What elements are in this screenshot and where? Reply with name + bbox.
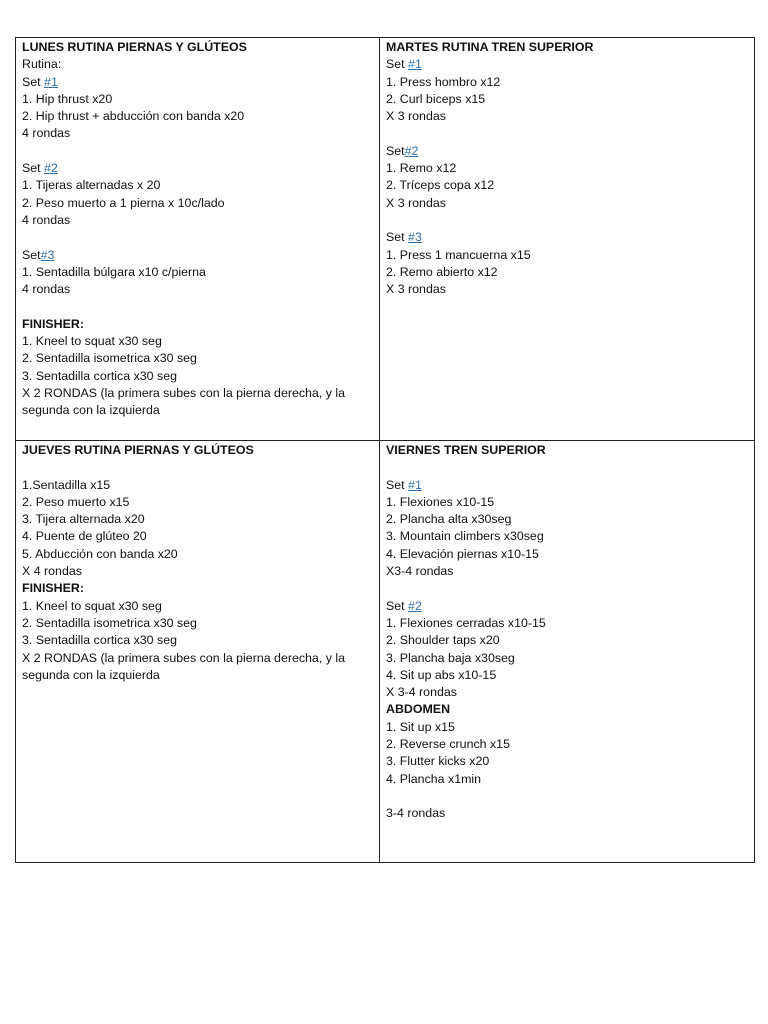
- monday-set1-heading: Set #1: [22, 74, 58, 89]
- list-item: 1. Press hombro x12: [386, 74, 501, 89]
- tuesday-set3-link[interactable]: #3: [408, 230, 422, 245]
- tuesday-set1-link[interactable]: #1: [408, 57, 422, 72]
- list-item: 1. Remo x12: [386, 161, 457, 176]
- routine-table: [15, 37, 755, 863]
- list-item: 1. Flexiones cerradas x10-15: [386, 615, 546, 630]
- list-item: 2. Shoulder taps x20: [386, 633, 500, 648]
- list-item: 2. Tríceps copa x12: [386, 178, 495, 193]
- tuesday-title: MARTES RUTINA TREN SUPERIOR: [386, 40, 594, 54]
- thursday-finisher-note: X 2 RONDAS (la primera subes con la pierna derecha, y la segunda con la izquierda: [22, 650, 345, 682]
- monday-set3-rounds: 4 rondas: [22, 282, 71, 297]
- list-item: 2. Sentadilla isometrica x30 seg: [22, 615, 197, 630]
- list-item: 2. Sentadilla isometrica x30 seg: [22, 351, 197, 366]
- list-item: 3. Mountain climbers x30seg: [386, 529, 544, 544]
- list-item: 1. Flexiones x10-15: [386, 494, 495, 509]
- list-item: 2. Reverse crunch x15: [386, 737, 510, 752]
- list-item: 2. Peso muerto a 1 pierna x 10c/lado: [22, 195, 225, 210]
- list-item: 3. Tijera alternada x20: [22, 512, 145, 527]
- list-item: 1. Kneel to squat x30 seg: [22, 598, 162, 613]
- list-item: 1. Kneel to squat x30 seg: [22, 334, 162, 349]
- list-item: 2. Plancha alta x30seg: [386, 512, 512, 527]
- list-item: 1. Press 1 mancuerna x15: [386, 247, 531, 262]
- list-item: 4. Sit up abs x10-15: [386, 667, 497, 682]
- tuesday-set1-heading: Set #1: [386, 57, 422, 72]
- tuesday-set2-heading: Set#2: [386, 143, 419, 158]
- friday-set1-heading: Set #1: [386, 477, 422, 492]
- thursday-rounds: X 4 rondas: [22, 564, 82, 579]
- monday-finisher-title: FINISHER:: [22, 316, 84, 331]
- friday-set2-link[interactable]: #2: [408, 598, 422, 613]
- monday-set2-heading: Set #2: [22, 161, 58, 176]
- list-item: 3. Plancha baja x30seg: [386, 650, 515, 665]
- monday-set1-link[interactable]: #1: [44, 74, 58, 89]
- thursday-finisher-title: FINISHER:: [22, 581, 84, 596]
- monday-set3-heading: Set#3: [22, 247, 55, 262]
- blank-line: [22, 298, 373, 315]
- friday-set2-heading: Set #2: [386, 598, 422, 613]
- friday-set2-rounds: X 3-4 rondas: [386, 685, 457, 700]
- thursday-cell: [16, 441, 380, 863]
- list-item: 1. Hip thrust x20: [22, 91, 113, 106]
- blank-line: [22, 143, 373, 160]
- monday-intro: Rutina:: [22, 57, 62, 72]
- tuesday-set2-rounds: X 3 rondas: [386, 195, 446, 210]
- tuesday-set2-link[interactable]: #2: [404, 143, 419, 158]
- friday-set1-rounds: X3-4 rondas: [386, 564, 454, 579]
- blank-line: [386, 125, 748, 142]
- tuesday-set3-heading: Set #3: [386, 230, 422, 245]
- list-item: 2. Peso muerto x15: [22, 494, 130, 509]
- blank-line: [386, 580, 748, 597]
- list-item: 1. Sit up x15: [386, 719, 455, 734]
- friday-cell: [380, 441, 755, 863]
- blank-line: [386, 459, 748, 476]
- tuesday-set1-rounds: X 3 rondas: [386, 109, 446, 124]
- list-item: 4. Plancha x1min: [386, 771, 482, 786]
- monday-set2-rounds: 4 rondas: [22, 212, 71, 227]
- monday-set1-rounds: 4 rondas: [22, 126, 71, 141]
- list-item: 4. Puente de glúteo 20: [22, 529, 147, 544]
- list-item: 2. Curl biceps x15: [386, 91, 486, 106]
- monday-set3-link[interactable]: #3: [40, 247, 55, 262]
- friday-abdomen-rounds: 3-4 rondas: [386, 806, 446, 821]
- list-item: 3. Sentadilla cortica x30 seg: [22, 633, 177, 648]
- tuesday-cell: [380, 38, 755, 441]
- list-item: 1.Sentadilla x15: [22, 477, 111, 492]
- blank-line: [386, 212, 748, 229]
- list-item: 3. Flutter kicks x20: [386, 754, 490, 769]
- list-item: 1. Tijeras alternadas x 20: [22, 178, 161, 193]
- list-item: 3. Sentadilla cortica x30 seg: [22, 368, 177, 383]
- monday-title: LUNES RUTINA PIERNAS Y GLÚTEOS: [22, 40, 247, 54]
- list-item: 2. Hip thrust + abducción con banda x20: [22, 109, 245, 124]
- blank-line: [22, 459, 373, 476]
- friday-set1-link[interactable]: #1: [408, 477, 422, 492]
- blank-line: [386, 788, 748, 805]
- monday-set2-link[interactable]: #2: [44, 161, 58, 176]
- monday-finisher-note: X 2 RONDAS (la primera subes con la pierna derecha, y la segunda con la izquierda: [22, 385, 345, 418]
- list-item: 4. Elevación piernas x10-15: [386, 546, 539, 561]
- tuesday-set3-rounds: X 3 rondas: [386, 282, 446, 297]
- friday-abdomen-title: ABDOMEN: [386, 702, 451, 717]
- list-item: 2. Remo abierto x12: [386, 264, 498, 279]
- list-item: 1. Sentadilla búlgara x10 c/pierna: [22, 264, 206, 279]
- blank-line: [22, 229, 373, 246]
- monday-cell: [16, 38, 380, 441]
- thursday-title: JUEVES RUTINA PIERNAS Y GLÚTEOS: [22, 443, 254, 457]
- friday-title: VIERNES TREN SUPERIOR: [386, 443, 546, 457]
- list-item: 5. Abducción con banda x20: [22, 546, 178, 561]
